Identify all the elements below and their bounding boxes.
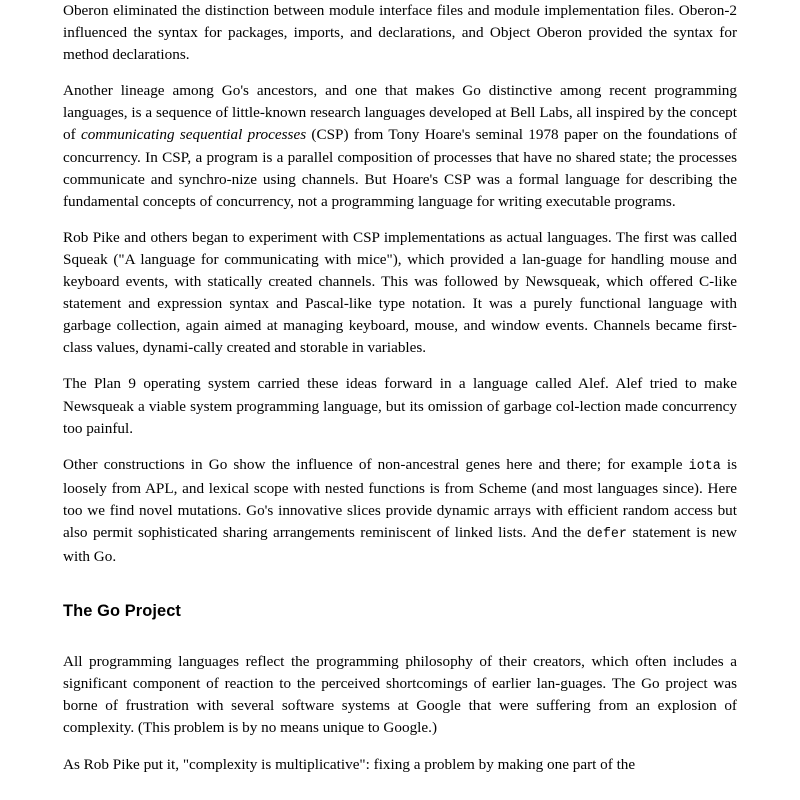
paragraph-spacer <box>63 359 737 373</box>
paragraph-spacer <box>63 440 737 454</box>
paragraph-rob-pike: Rob Pike and others began to experiment with CSP implementations as actual languages. The first was called Squeak ("A language for communicating with mice"), which provided a lan-guage for handling mouse and keyboard events, with statically created channels. This was followed by Newsqueak, which offered C-like statement and expression syntax and Pascal-like type notation. It was a purely functional language with garbage collection, again aimed at managing keyboard, mouse, and window events. Channels became first-class values, dynami-cally created and storable in variables. <box>63 228 737 357</box>
emphasis-text: communicating sequential processes <box>80 126 307 144</box>
heading-spacer-bottom <box>63 621 737 651</box>
paragraph-bell-labs: Another lineage among Go's ancestors, and one that makes Go distinctive among recent programming languages, is a sequence of little-known research languages developed at Bell Labs, all inspired by the concept of communicating sequential processes (CSP) from Tony Hoare's seminal 1978 paper on the foundations of concurrency. In CSP, a program is a parallel composition of processes that have no shared state; the processes communicate and synchro-nize using channels. But Hoare's CSP was a formal language for describing the fundamental concepts of concurrency, not a programming language for writing executable programs. <box>63 82 737 210</box>
paragraph-spacer <box>63 66 737 80</box>
code-text: iota <box>688 458 721 474</box>
paragraph-multiplicative: As Rob Pike put it, "complexity is multiplicative": fixing a problem by making one part of the <box>63 755 636 773</box>
heading-spacer-top <box>63 568 737 602</box>
paragraph-philosophy: All programming languages reflect the programming philosophy of their creators, which often includes a significant component of reaction to the perceived shortcomings of earlier lan-guages. The Go project was borne of frustration with several software systems at Google that were suffering from an explosion of complexity. (This problem is by no means unique to Google.) <box>63 653 737 737</box>
paragraph-spacer <box>63 213 737 227</box>
page-content <box>63 0 737 778</box>
paragraph-multiplicative-clipped <box>63 754 737 778</box>
section-heading-the-go-project: The Go Project <box>63 602 181 621</box>
paragraph-other-constructions: Other constructions in Go show the influence of non-ancestral genes here and there; for example iota is loosely from APL, and lexical scope with nested functions is from Scheme (and most languages since). Here too we find novel mutations. Go's innovative slices provide dynamic arrays with efficient random access but also permit sophisticated sharing arrangements reminiscent of linked lists. And the defer statement is new with Go. <box>63 455 737 566</box>
paragraph-plan9: The Plan 9 operating system carried these ideas forward in a language called Alef. Alef tried to make Newsqueak a viable system programming language, but its omission of garbage col-lection made concurrency too painful. <box>63 375 737 437</box>
paragraph-oberon: Oberon eliminated the distinction between module interface files and module implementation files. Oberon-2 influenced the syntax for packages, imports, and declarations, and Object Oberon provided the syntax for method declarations. <box>63 2 737 64</box>
paragraph-spacer <box>63 740 737 754</box>
code-text: defer <box>586 526 627 542</box>
